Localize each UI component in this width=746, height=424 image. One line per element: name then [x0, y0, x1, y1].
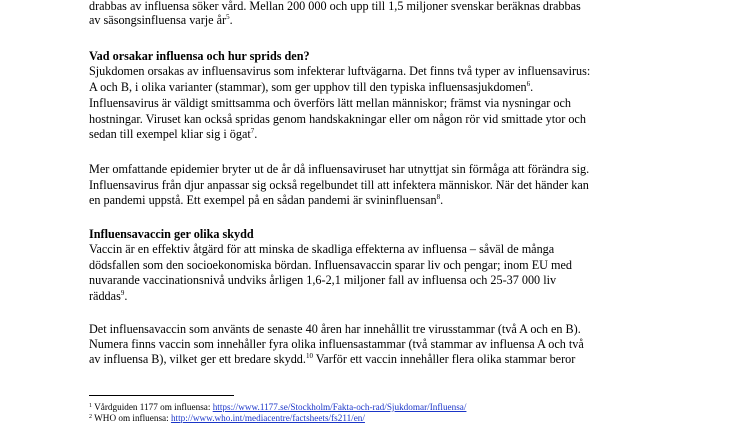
section-heading-influenza-causes — [89, 49, 310, 63]
section-2-para-2-line-3-text: av influensa B), vilket ger ett bredare skydd. — [89, 352, 306, 366]
footnote-1-link[interactable]: https://www.1177.se/Stockholm/Fakta-och-rad/Sjukdomar/Influensa/ — [212, 402, 467, 412]
section-1-line-4 — [89, 112, 586, 126]
footnote-1-number: 1 — [89, 403, 92, 409]
footnote-2-link[interactable]: http://www.who.int/mediacentre/factsheets/fs211/en/ — [170, 413, 365, 423]
section-1-line-2 — [89, 80, 533, 94]
intro-line-1 — [89, 0, 581, 13]
section-1-heading-text: Vad orsakar influensa och hur sprids den? — [89, 49, 310, 63]
section-heading-vaccine-protection — [89, 227, 254, 241]
section-1-para-2-line-3-text: en pandemi uppstå. Ett exempel på en sådan pandemi är svininfluensan — [89, 193, 437, 207]
section-2-para-2-line-3 — [89, 352, 575, 366]
footnote-1-text: Vårdguiden 1177 om influensa: — [94, 402, 211, 412]
section-2-line-1 — [89, 242, 554, 256]
intro-line-1-text: drabbas av influensa söker vård. Mellan 200 000 och upp till 1,5 miljoner svenskar beräknas drabbas — [89, 0, 581, 13]
section-1-line-3 — [89, 96, 571, 110]
footnote-ref-7[interactable]: 7 — [250, 127, 255, 135]
intro-line-2-end: . — [229, 13, 233, 27]
section-1-line-1 — [89, 64, 590, 78]
section-1-para-2-line-2-text: Influensavirus från djur anpassar sig också regelbundet till att infektera människor. När det händer kan — [89, 178, 589, 192]
footnote-ref-6[interactable]: 6 — [526, 80, 531, 88]
footnote-ref-10[interactable]: 10 — [305, 352, 313, 360]
section-2-line-2 — [89, 258, 572, 272]
footnote-ref-9[interactable]: 9 — [120, 289, 125, 297]
footnote-2-number: 2 — [89, 414, 92, 420]
footnote-separator — [89, 395, 234, 396]
section-1-para-2-line-3 — [89, 193, 443, 207]
section-2-para-2-line-1 — [89, 322, 581, 336]
section-1-line-5-text: sedan till exempel kliar sig i ögat — [89, 127, 251, 141]
section-2-line-3 — [89, 273, 556, 287]
section-2-para-2-line-1-text: Det influensavaccin som använts de senaste 40 åren har innehållit tre virusstammar (två A och en B). — [89, 322, 581, 336]
section-2-line-1-text: Vaccin är en effektiv åtgärd för att minska de skadliga effekterna av influensa – såväl de många — [89, 242, 555, 256]
intro-line-2-text: av säsongsinfluensa varje år — [89, 13, 227, 27]
section-1-para-2-line-1-text: Mer omfattande epidemier bryter ut de år då influensaviruset har utnyttjat sin förmåga att förändra sig. — [89, 162, 590, 176]
section-1-para-2-line-1 — [89, 162, 589, 176]
footnote-2-text: WHO om influensa: — [94, 413, 169, 423]
section-2-line-4 — [89, 289, 127, 303]
intro-line-2 — [89, 13, 233, 27]
section-2-para-2-line-3-end: Varför ett vaccin innehåller flera olika stammar beror — [312, 352, 576, 366]
section-2-line-3-text: nuvarande vaccinationsnivå undviks årligen 1,6-2,1 miljoner fall av influensa och 25-37 000 liv — [89, 273, 557, 287]
section-1-para-2-line-3-end: . — [440, 193, 444, 207]
section-1-line-3-text: Influensavirus är väldigt smittsamma och överförs lätt mellan människor; främst via nysningar och — [89, 96, 571, 110]
section-1-line-5 — [89, 127, 257, 141]
section-2-line-4-text: räddas — [89, 289, 121, 303]
section-1-line-2-text: A och B, i olika varianter (stammar), som ger upphov till den typiska influensasjukdomen — [89, 80, 527, 94]
footnote-ref-8[interactable]: 8 — [436, 193, 441, 201]
section-1-line-5-end: . — [254, 127, 258, 141]
section-1-para-2-line-2 — [89, 178, 589, 192]
section-1-line-1-text: Sjukdomen orsakas av influensavirus som infekterar luftvägarna. Det finns två typer av influensavirus: — [89, 64, 591, 78]
section-2-line-2-text: dödsfallen som den socioekonomiska bördan. Influensavaccin sparar liv och pengar; inom EU med — [89, 258, 572, 272]
section-2-para-2-line-2-text: Numera finns vaccin som innehåller fyra olika influensastammar (två stammar av influensa A och två — [89, 337, 584, 351]
section-1-line-2-end: . — [530, 80, 534, 94]
section-2-para-2-line-2 — [89, 337, 584, 351]
footnote-1 — [89, 402, 466, 413]
section-2-line-4-end: . — [124, 289, 128, 303]
section-2-heading-text: Influensavaccin ger olika skydd — [89, 227, 254, 241]
section-1-line-4-text: hostningar. Viruset kan också spridas genom handskakningar eller om någon rör vid smittade ytor och — [89, 112, 586, 126]
footnote-ref-5[interactable]: 5 — [226, 13, 230, 21]
